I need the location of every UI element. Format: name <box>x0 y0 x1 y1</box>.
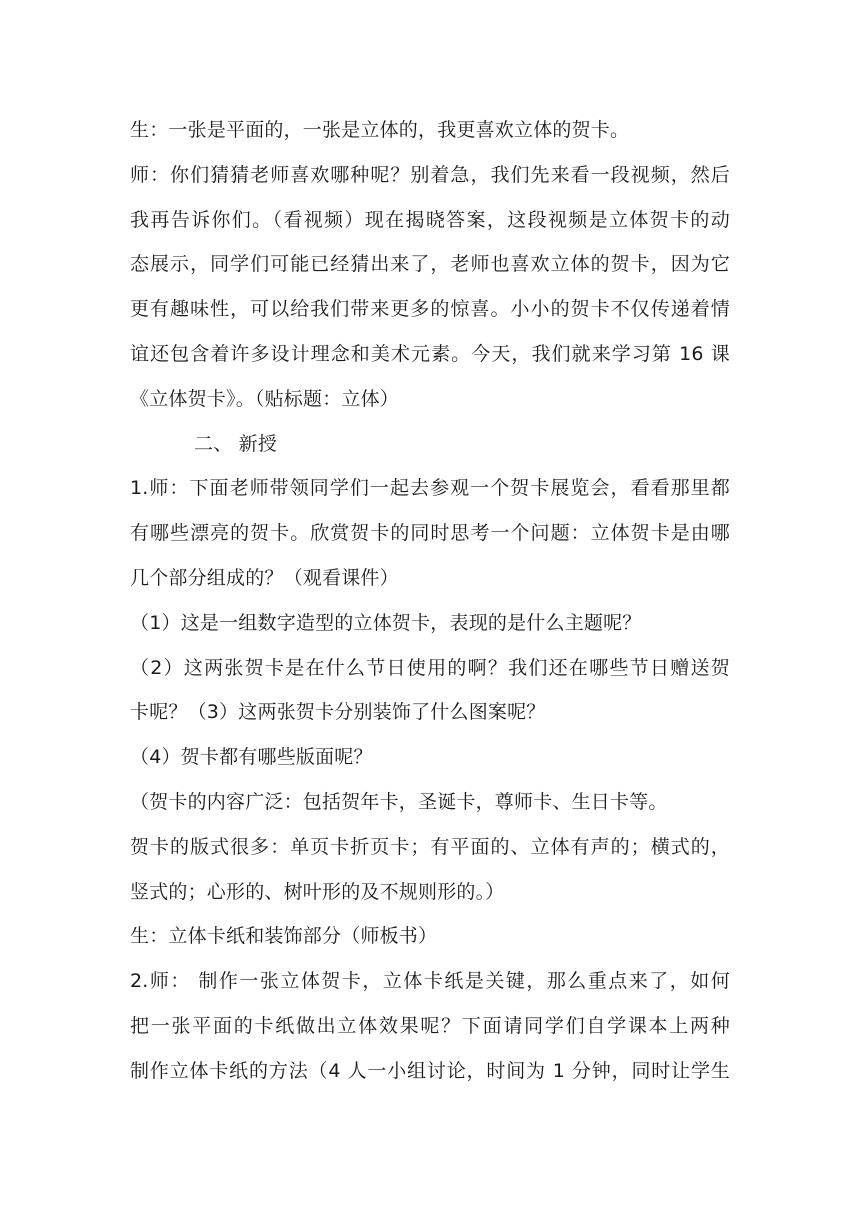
paragraph-line: 把一张平面的卡纸做出立体效果呢？下面请同学们自学课本上两种 <box>130 1014 730 1037</box>
paragraph-line: 竖式的；心形的、树叶形的及不规则形的。） <box>130 880 505 903</box>
list-item: 卡呢？（3）这两张贺卡分别装饰了什么图案呢？ <box>130 701 546 724</box>
paragraph-line: 生：一张是平面的，一张是立体的，我更喜欢立体的贺卡。 <box>130 119 630 141</box>
list-item: （1）这是一组数字造型的立体贺卡，表现的是什么主题呢？ <box>130 611 642 634</box>
paragraph-line: 态展示，同学们可能已经猜出来了，老师也喜欢立体的贺卡，因为它 <box>130 253 730 276</box>
list-item: （2）这两张贺卡是在什么节日使用的啊？我们还在哪些节日赠送贺 <box>130 656 730 679</box>
paragraph-line: 贺卡的版式很多：单页卡折页卡；有平面的、立体有声的；横式的， <box>130 835 730 858</box>
paragraph-line: （贺卡的内容广泛：包括贺年卡，圣诞卡，尊师卡、生日卡等。 <box>130 790 668 813</box>
paragraph-line: 2.师： 制作一张立体贺卡，立体卡纸是关键，那么重点来了，如何 <box>130 970 730 993</box>
paragraph-line: 我再告诉你们。（看视频）现在揭晓答案，这段视频是立体贺卡的动 <box>130 208 730 231</box>
paragraph-line: 几个部分组成的？（观看课件） <box>130 566 399 589</box>
paragraph-line: 制作立体卡纸的方法（4 人一小组讨论，时间为 1 分钟，同时让学生 <box>130 1059 730 1082</box>
paragraph-line: 《立体贺卡》。（贴标题：立体） <box>130 387 400 410</box>
paragraph-line: 师：你们猜猜老师喜欢哪种呢？别着急，我们先来看一段视频，然后 <box>130 163 730 186</box>
document-body <box>130 108 730 1094</box>
paragraph-line: 有哪些漂亮的贺卡。欣赏贺卡的同时思考一个问题：立体贺卡是由哪 <box>130 522 730 545</box>
paragraph-line: 1.师：下面老师带领同学们一起去参观一个贺卡展览会，看看那里都 <box>130 477 730 500</box>
paragraph-line: 生：立体卡纸和装饰部分（师板书） <box>130 925 438 948</box>
paragraph-line: 更有趣味性，可以给我们带来更多的惊喜。小小的贺卡不仅传递着情 <box>130 298 730 321</box>
paragraph-line: 谊还包含着许多设计理念和美术元素。今天，我们就来学习第 16 课 <box>130 342 730 365</box>
list-item: （4）贺卡都有哪些版面呢？ <box>130 746 373 769</box>
section-heading: 二、 新授 <box>194 432 278 455</box>
